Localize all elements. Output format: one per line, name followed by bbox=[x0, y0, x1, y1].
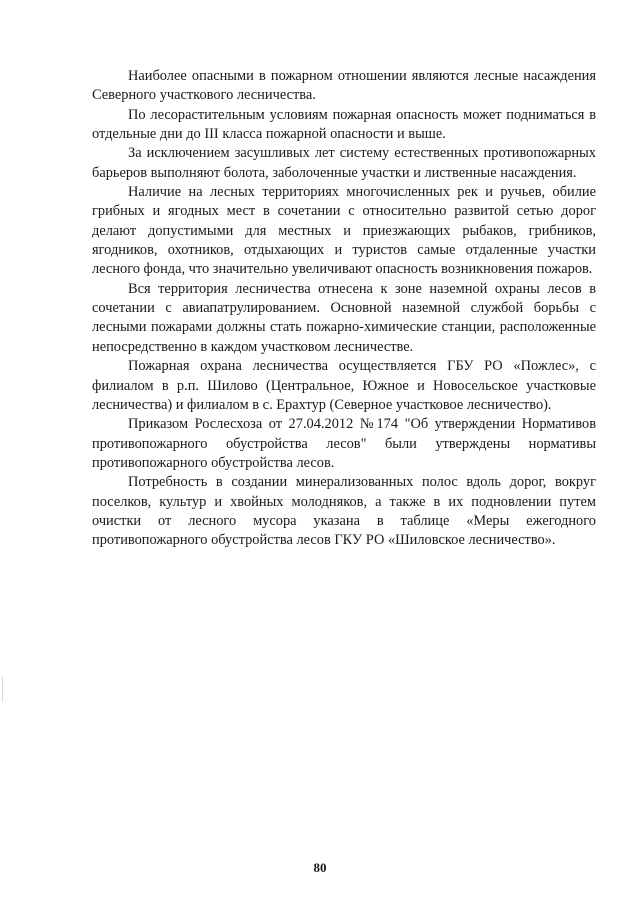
scan-edge-mark bbox=[2, 676, 3, 702]
paragraph-natural-barriers: За исключением засушливых лет систему естественных противопожарных барьеров выполняют болота, заболоченные участки и лиственные насаждения. bbox=[92, 145, 596, 181]
paragraph-fire-danger-north: Наиболее опасными в пожарном отношении являются лесные насаждения Северного участкового лесничества. bbox=[92, 68, 596, 104]
paragraph-ground-protection: Вся территория лесничества отнесена к зоне наземной охраны лесов в сочетании с авиапатрулированием. Основной наземной службой борьбы с лесными пожарами должны стать пожарно-химические станции, расположенные непосредственно в каждом участковом лесничестве. bbox=[92, 280, 596, 355]
page-number: 80 bbox=[313, 860, 327, 875]
paragraph-rivers-and-visitors: Наличие на лесных территориях многочисленных рек и ручьев, обилие грибных и ягодных мест в сочетании с относительно развитой сетью дорог делают допустимыми для местных и приезжающих рыбаков, грибников, ягодников, охотников, отдыхающих и туристов самые отдаленные участки лесного фонда, что значительно увеличивают опасность возникновения пожаров. bbox=[92, 184, 596, 278]
document-body bbox=[92, 67, 596, 551]
paragraph-mineralized-strips: Потребность в создании минерализованных полос вдоль дорог, вокруг поселков, культур и хвойных молодняков, а также в их подновлении путем очистки от лесного мусора указана в таблице «Меры ежегодного противопожарного обустройства лесов ГКУ РО «Шиловское лесничество». bbox=[92, 474, 596, 549]
paragraph-rosleskhoz-order: Приказом Рослесхоза от 27.04.2012 №174 "Об утверждении Нормативов противопожарного обустройства лесов" были утверждены нормативы противопожарного обустройства лесов. bbox=[92, 416, 596, 471]
paragraph-fire-service: Пожарная охрана лесничества осуществляется ГБУ РО «Пожлес», с филиалом в р.п. Шилово (Центральное, Южное и Новосельское участковые лесничества) и филиалом в с. Ерахтур (Северное участковое лесничество). bbox=[92, 358, 596, 413]
paragraph-fire-class: По лесорастительным условиям пожарная опасность может подниматься в отдельные дни до III класса пожарной опасности и выше. bbox=[92, 106, 596, 143]
